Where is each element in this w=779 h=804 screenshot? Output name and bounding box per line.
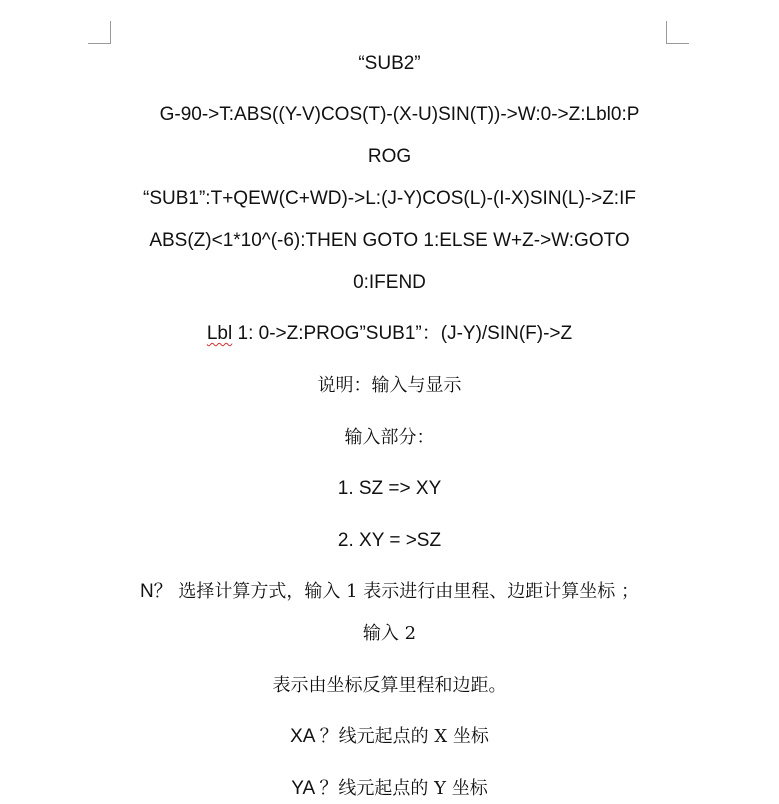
n-prompt-cont-2: 表示由坐标反算里程和边距。 [272,675,507,696]
list-item-2: 2. XY = >SZ [337,530,442,551]
doc-line-abs: ABS(Z)<1*10^(-6):THEN GOTO 1:ELSE W+Z->W:GOTO [149,230,630,251]
spellcheck-word[interactable]: Lbl [206,323,233,344]
ya-prompt-code: YA ？ [291,778,339,799]
xa-prompt-code: XA ？ [290,726,339,747]
n-prompt-text: 选择计算方式，输入 1 表示进行由里程、边距计算坐标 ； [172,581,640,602]
n-prompt-line [0,580,779,604]
input-section-heading: 输入部分： [344,427,435,448]
doc-line-lbl1 [0,322,779,346]
doc-line-rog: ROG [367,146,412,167]
list-item-1: 1. SZ => XY [337,478,442,499]
ya-prompt-line [0,777,779,801]
xa-prompt-line [0,725,779,749]
ya-prompt-text: 线元起点的 Y 坐标 [338,778,488,799]
n-prompt-code: N？ [139,581,173,602]
explain-title: 说明：输入与显示 [317,375,462,396]
lbl-line-text: 1: 0->Z:PROG”SUB1”：(J-Y)/SIN(F)->Z [232,323,573,344]
doc-line-ifend: 0:IFEND [353,272,426,293]
doc-line-sub2-body: G-90->T:ABS((Y-V)COS(T)-(X-U)SIN(T))->W:0->Z:Lbl0:P [159,104,640,125]
n-prompt-cont-1: 输入 2 [362,623,417,644]
crop-mark-top-left [88,21,111,44]
doc-line-sub2: “SUB2” [358,53,421,74]
crop-mark-top-right [666,21,689,44]
doc-line-sub1: “SUB1”:T+QEW(C+WD)->L:(J-Y)COS(L)-(I-X)SIN(L)->Z:IF [143,188,636,209]
xa-prompt-text: 线元起点的 X 坐标 [338,726,489,747]
